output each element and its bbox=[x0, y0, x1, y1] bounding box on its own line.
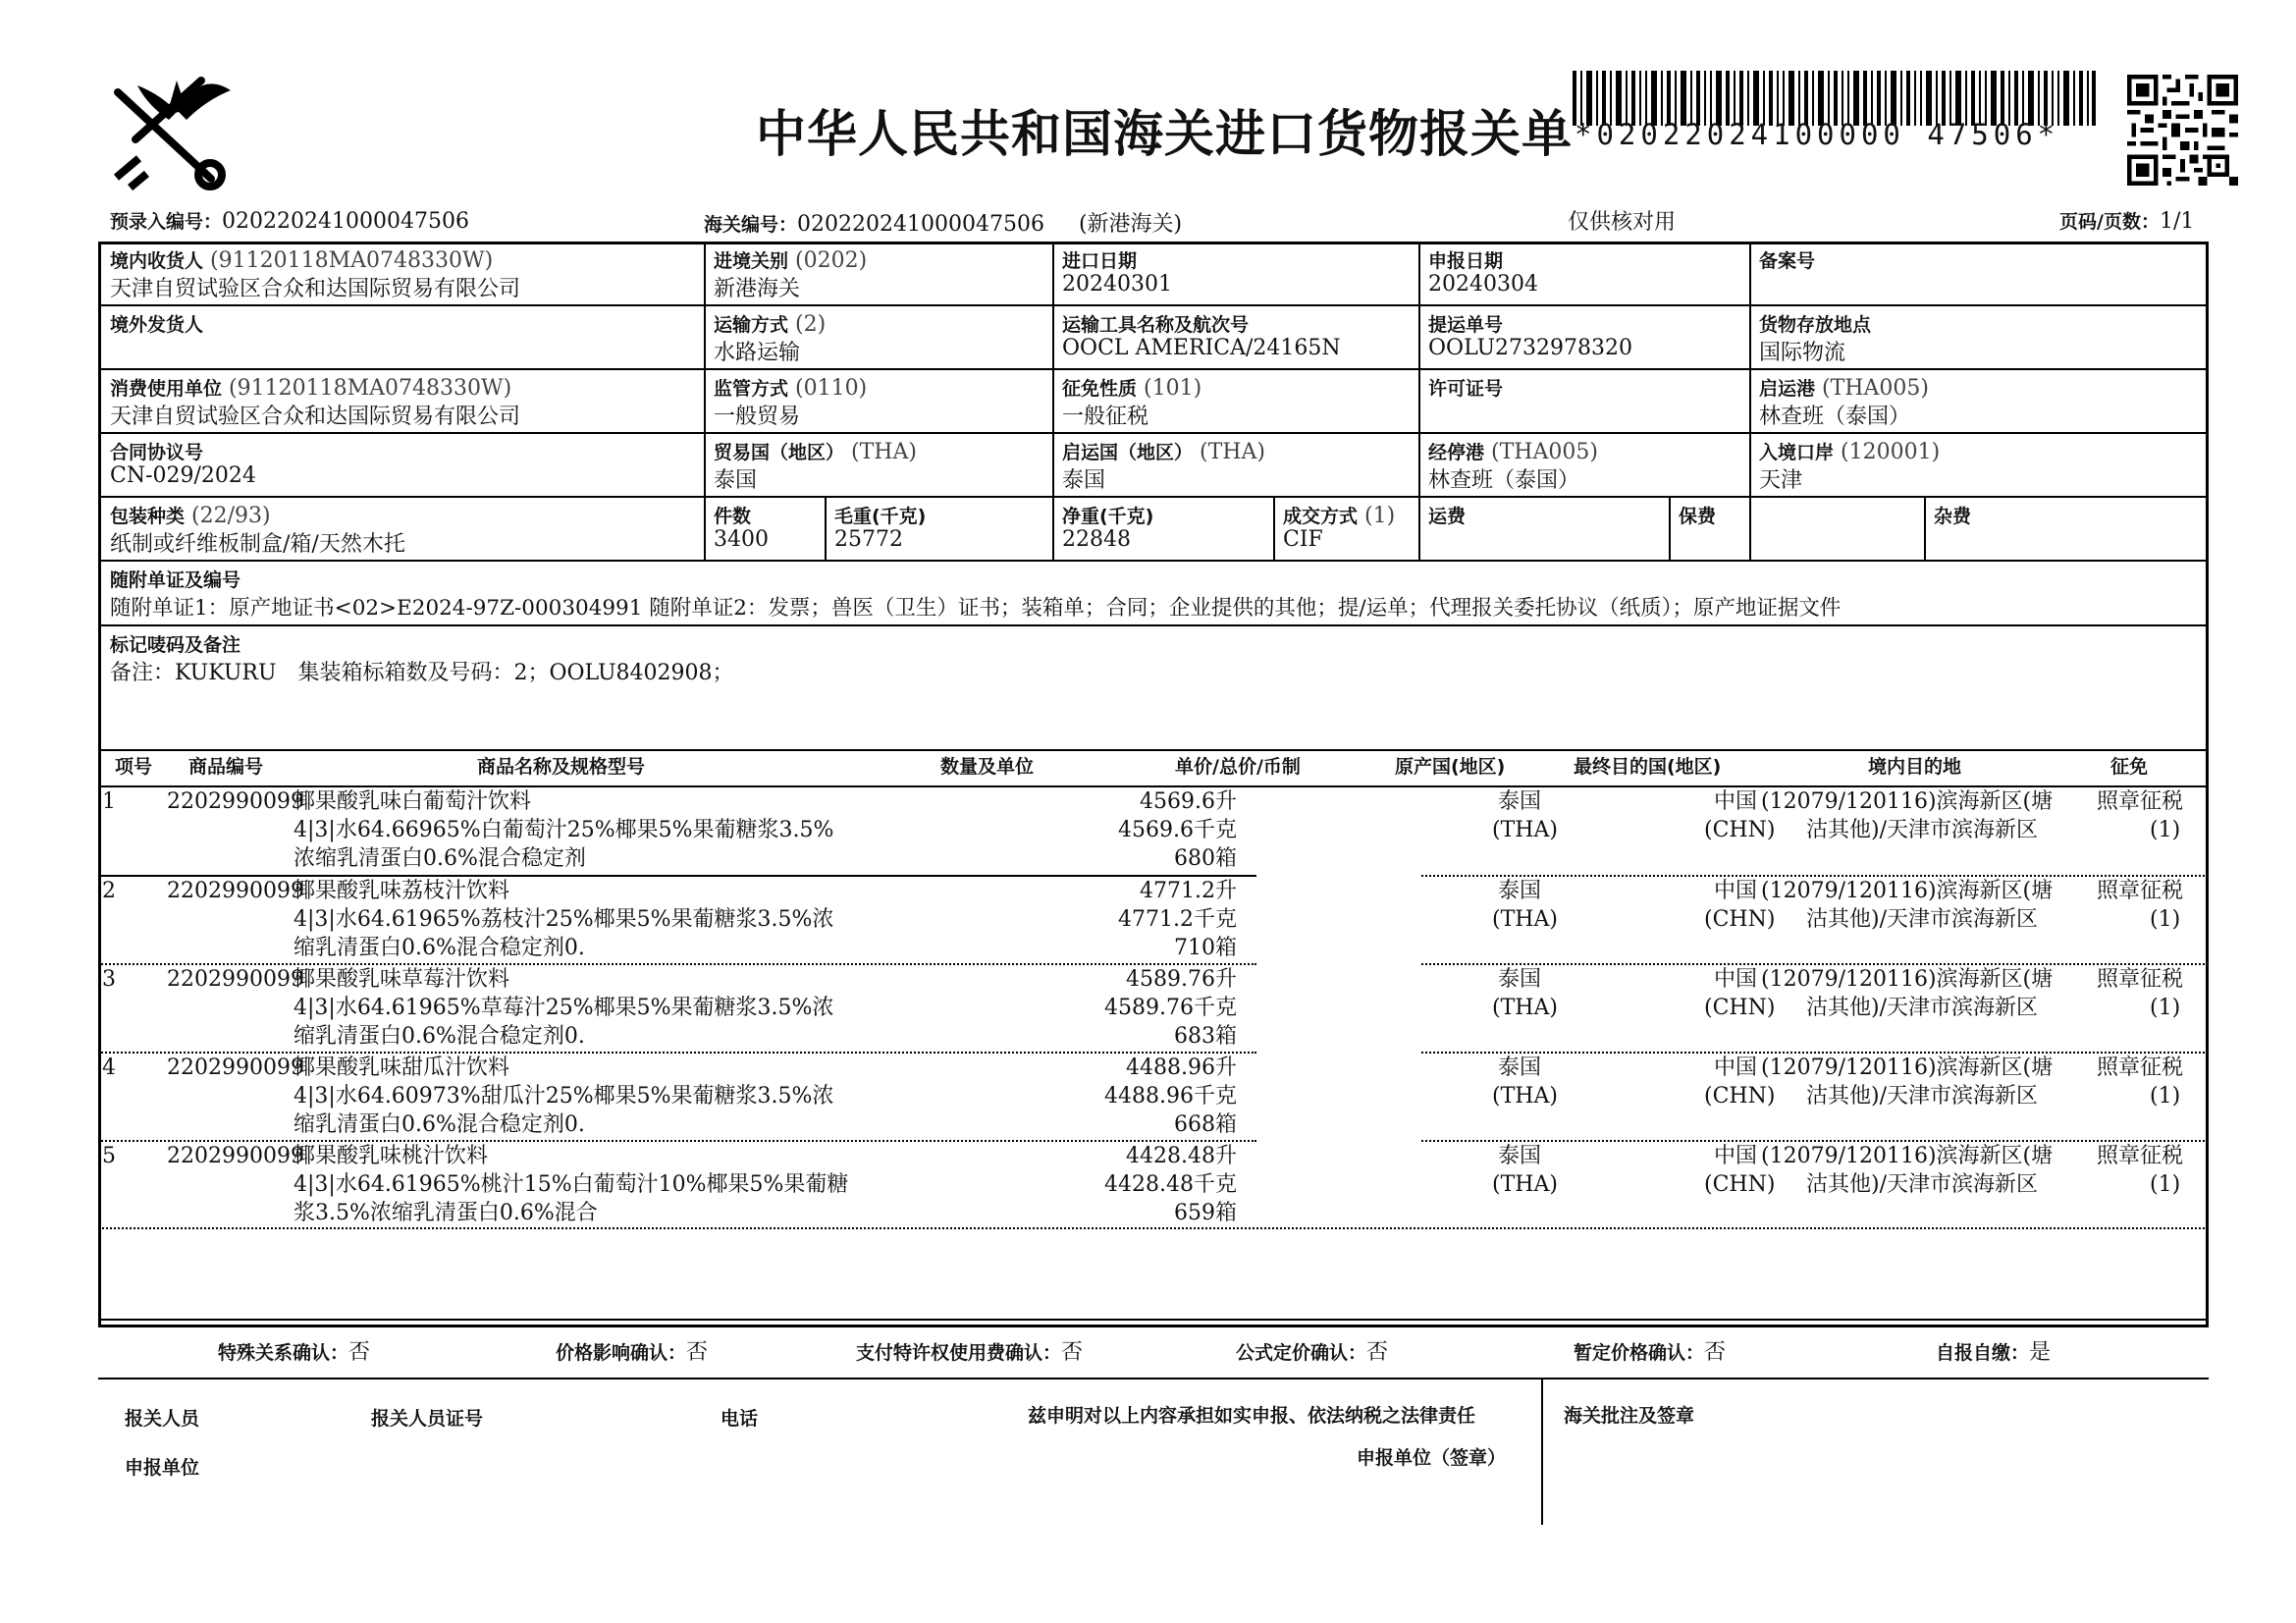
row-qty-3: 680箱 bbox=[1174, 846, 1237, 871]
marks-label: 标记唛码及备注 bbox=[110, 634, 241, 656]
row-code: 2202990099 bbox=[167, 1055, 304, 1080]
price-impact bbox=[556, 1335, 708, 1366]
levy-label: 征免性质 bbox=[1062, 378, 1138, 400]
field-transport-mode bbox=[706, 306, 1049, 367]
th-domestic: 境内目的地 bbox=[1868, 756, 1962, 778]
supervision-code: (0110) bbox=[795, 376, 868, 401]
row-levy: 照章征税 bbox=[2097, 967, 2184, 992]
phone-label: 电话 bbox=[721, 1408, 759, 1430]
table-row bbox=[98, 877, 2209, 963]
table-row bbox=[98, 787, 2209, 874]
customs-no-value: 020220241000047506 bbox=[797, 212, 1044, 237]
consignee-value: 天津自贸试验区合众和达国际贸易有限公司 bbox=[110, 277, 521, 301]
net-label: 净重(千克) bbox=[1062, 506, 1154, 527]
field-misc bbox=[1926, 498, 2203, 559]
supervision-value: 一般贸易 bbox=[714, 405, 801, 429]
row-levy-code: (1) bbox=[2150, 907, 2181, 932]
reference-note: 仅供核对用 bbox=[1568, 210, 1677, 235]
customs-seal-label: 海关批注及签章 bbox=[1564, 1405, 1695, 1427]
row-spec: 4|3|水64.61965%荔枝汁25%椰果5%果葡糖浆3.5%浓 bbox=[294, 907, 834, 932]
table-row bbox=[98, 1142, 2209, 1228]
row-origin: 泰国 bbox=[1498, 789, 1542, 814]
row-spec: 4|3|水64.61965%桃汁15%白葡萄汁10%椰果5%果葡糖 bbox=[294, 1172, 849, 1197]
consignor-label: 境外发货人 bbox=[110, 314, 204, 336]
self-declare-label: 自报自缴： bbox=[1936, 1342, 2030, 1364]
deal-code: (1) bbox=[1364, 504, 1396, 528]
levy-code: (101) bbox=[1144, 376, 1202, 401]
row-spec-cont: 缩乳清蛋白0.6%混合稳定剂0. bbox=[294, 1024, 585, 1049]
row-qty-2: 4589.76千克 bbox=[1104, 996, 1237, 1020]
row-origin: 泰国 bbox=[1498, 967, 1542, 992]
consumer-value: 天津自贸试验区合众和达国际贸易有限公司 bbox=[110, 405, 521, 429]
row-qty-1: 4428.48升 bbox=[1126, 1144, 1237, 1168]
docs-label: 随附单证及编号 bbox=[110, 569, 241, 591]
royalty bbox=[856, 1335, 1083, 1366]
field-storage bbox=[1751, 306, 2203, 367]
departure-port-value: 林查班（泰国） bbox=[1759, 405, 1911, 429]
row-origin: 泰国 bbox=[1498, 879, 1542, 903]
row-domestic-cont: 沽其他)/天津市滨海新区 bbox=[1806, 1084, 2038, 1109]
row-qty-2: 4771.2千克 bbox=[1118, 907, 1237, 932]
misc-label: 杂费 bbox=[1934, 506, 1972, 527]
row-spec-cont: 缩乳清蛋白0.6%混合稳定剂0. bbox=[294, 936, 585, 960]
row-name: 椰果酸乳味荔枝汁饮料 bbox=[294, 879, 510, 903]
field-net bbox=[1054, 498, 1270, 559]
table-row bbox=[98, 965, 2209, 1052]
freight-label: 运费 bbox=[1428, 506, 1467, 527]
storage-value: 国际物流 bbox=[1759, 341, 1846, 365]
page-value: 1/1 bbox=[2159, 209, 2195, 234]
field-import-date bbox=[1054, 243, 1415, 303]
field-consignor bbox=[102, 306, 701, 367]
row-domestic: (12079/120116)滨海新区(塘 bbox=[1761, 789, 2054, 814]
row-domestic-cont: 沽其他)/天津市滨海新区 bbox=[1806, 818, 2038, 842]
customs-emblem bbox=[108, 71, 236, 193]
unit-label: 申报单位 bbox=[125, 1457, 200, 1479]
th-origin: 原产国(地区) bbox=[1395, 756, 1506, 778]
field-gross bbox=[827, 498, 1050, 559]
field-bl-no bbox=[1420, 306, 1746, 367]
row-qty-2: 4488.96千克 bbox=[1104, 1084, 1237, 1109]
row-dest-code: (CHN) bbox=[1704, 1084, 1776, 1109]
row-code: 2202990099 bbox=[167, 789, 304, 814]
special-relation-value: 否 bbox=[348, 1340, 371, 1365]
record-no-label: 备案号 bbox=[1759, 250, 1816, 272]
royalty-label: 支付特许权使用费确认： bbox=[856, 1342, 1062, 1364]
gross-value: 25772 bbox=[834, 527, 903, 552]
field-origin-country bbox=[1054, 434, 1415, 495]
trade-country-value: 泰国 bbox=[714, 468, 758, 493]
transport-mode-code: (2) bbox=[795, 312, 827, 337]
row-qty-2: 4428.48千克 bbox=[1104, 1172, 1237, 1197]
origin-country-value: 泰国 bbox=[1062, 468, 1106, 493]
entry-port-value: 新港海关 bbox=[714, 277, 801, 301]
entry-port-label: 进境关别 bbox=[714, 250, 789, 272]
pre-entry-number bbox=[110, 207, 469, 234]
origin-country-label: 启运国（地区） bbox=[1062, 442, 1194, 463]
row-name: 椰果酸乳味桃汁饮料 bbox=[294, 1144, 489, 1168]
field-pieces bbox=[706, 498, 822, 559]
row-spec-cont: 浓缩乳清蛋白0.6%混合稳定剂 bbox=[294, 846, 586, 871]
row-domestic-cont: 沽其他)/天津市滨海新区 bbox=[1806, 996, 2038, 1020]
th-no: 项号 bbox=[115, 756, 153, 778]
stop-port-value: 林查班（泰国） bbox=[1428, 468, 1580, 493]
row-domestic: (12079/120116)滨海新区(塘 bbox=[1761, 1055, 2054, 1080]
page-indicator bbox=[2059, 207, 2194, 234]
row-dest: 中国 bbox=[1714, 1144, 1758, 1168]
field-marks bbox=[102, 626, 2203, 746]
row-spec: 4|3|水64.61965%草莓汁25%椰果5%果葡糖浆3.5%浓 bbox=[294, 996, 834, 1020]
field-consumer bbox=[102, 370, 701, 431]
row-qty-3: 659箱 bbox=[1174, 1201, 1237, 1225]
entry-point-value: 天津 bbox=[1759, 468, 1803, 493]
row-name: 椰果酸乳味草莓汁饮料 bbox=[294, 967, 510, 992]
row-no: 1 bbox=[102, 789, 116, 814]
th-dest: 最终目的国(地区) bbox=[1574, 756, 1722, 778]
declarant-label: 报关人员 bbox=[125, 1408, 200, 1430]
consignee-code: (91120118MA0748330W) bbox=[210, 248, 494, 273]
row-no: 3 bbox=[102, 967, 116, 992]
declarant-no-label: 报关人员证号 bbox=[371, 1408, 484, 1430]
row-code: 2202990099 bbox=[167, 1144, 304, 1168]
row-qty-3: 683箱 bbox=[1174, 1024, 1237, 1049]
pieces-label: 件数 bbox=[714, 506, 752, 527]
row-origin-code: (THA) bbox=[1492, 1172, 1558, 1197]
row-name: 椰果酸乳味甜瓜汁饮料 bbox=[294, 1055, 510, 1080]
departure-port-label: 启运港 bbox=[1759, 378, 1816, 400]
formula-price-value: 否 bbox=[1366, 1340, 1389, 1365]
row-dest-code: (CHN) bbox=[1704, 907, 1776, 932]
row-levy-code: (1) bbox=[2150, 818, 2181, 842]
field-declare-date bbox=[1420, 243, 1746, 303]
row-dest: 中国 bbox=[1714, 789, 1758, 814]
row-origin-code: (THA) bbox=[1492, 907, 1558, 932]
unit-seal-label: 申报单位（签章） bbox=[1357, 1447, 1507, 1469]
row-no: 4 bbox=[102, 1055, 116, 1080]
formula-price-label: 公式定价确认： bbox=[1236, 1342, 1367, 1364]
customs-number bbox=[704, 207, 1182, 238]
row-dest: 中国 bbox=[1714, 879, 1758, 903]
insurance-label: 保费 bbox=[1679, 506, 1717, 527]
page-label: 页码/页数： bbox=[2059, 211, 2160, 233]
field-contract bbox=[102, 434, 701, 495]
form-title: 中华人民共和国海关进口货物报关单 bbox=[756, 106, 1574, 164]
field-record-no bbox=[1751, 243, 2203, 303]
row-spec: 4|3|水64.60973%甜瓜汁25%椰果5%果葡糖浆3.5%浓 bbox=[294, 1084, 834, 1109]
license-label: 许可证号 bbox=[1428, 378, 1504, 400]
contract-value: CN-029/2024 bbox=[110, 463, 256, 488]
row-code: 2202990099 bbox=[167, 967, 304, 992]
row-code: 2202990099 bbox=[167, 879, 304, 903]
statement: 兹申明对以上内容承担如实申报、依法纳税之法律责任 bbox=[1028, 1405, 1476, 1427]
field-insurance bbox=[1671, 498, 1921, 559]
stop-port-label: 经停港 bbox=[1428, 442, 1485, 463]
row-spec: 4|3|水64.66965%白葡萄汁25%椰果5%果葡糖浆3.5% bbox=[294, 818, 834, 842]
self-declare-value: 是 bbox=[2029, 1340, 2052, 1365]
th-price: 单价/总价/币制 bbox=[1175, 756, 1301, 778]
pre-entry-value: 020220241000047506 bbox=[222, 209, 469, 234]
th-levy: 征免 bbox=[2110, 756, 2149, 778]
customs-no-label: 海关编号： bbox=[704, 214, 798, 236]
field-vessel bbox=[1054, 306, 1415, 367]
provisional-price-label: 暂定价格确认： bbox=[1574, 1342, 1705, 1364]
entry-point-label: 入境口岸 bbox=[1759, 442, 1835, 463]
pre-entry-label: 预录入编号： bbox=[110, 211, 223, 233]
contract-label: 合同协议号 bbox=[110, 442, 204, 463]
marks-value: 备注：KUKURU 集装箱标箱数及号码：2；OOLU8402908； bbox=[110, 661, 734, 685]
consumer-code: (91120118MA0748330W) bbox=[229, 376, 512, 401]
row-dest-code: (CHN) bbox=[1704, 1172, 1776, 1197]
package-label: 包装种类 bbox=[110, 506, 186, 527]
row-domestic-cont: 沽其他)/天津市滨海新区 bbox=[1806, 1172, 2038, 1197]
storage-label: 货物存放地点 bbox=[1759, 314, 1872, 336]
trade-country-code: (THA) bbox=[851, 440, 917, 464]
field-freight bbox=[1420, 498, 1666, 559]
field-consignee bbox=[102, 243, 701, 303]
field-stop-port bbox=[1420, 434, 1746, 495]
formula-price bbox=[1236, 1335, 1388, 1366]
row-no: 2 bbox=[102, 879, 116, 903]
provisional-price bbox=[1574, 1335, 1726, 1366]
transport-mode-value: 水路运输 bbox=[714, 341, 801, 365]
origin-country-code: (THA) bbox=[1200, 440, 1265, 464]
row-qty-1: 4569.6升 bbox=[1140, 789, 1237, 814]
table-row bbox=[98, 1054, 2209, 1140]
declare-date-label: 申报日期 bbox=[1428, 250, 1504, 272]
field-entry-port bbox=[706, 243, 1049, 303]
row-spec-cont: 浆3.5%浓缩乳清蛋白0.6%混合 bbox=[294, 1201, 598, 1225]
row-levy: 照章征税 bbox=[2097, 789, 2184, 814]
row-levy-code: (1) bbox=[2150, 1172, 2181, 1197]
docs-value: 随附单证1：原产地证书<02>E2024-97Z-000304991 随附单证2：发票；兽医（卫生）证书；装箱单；合同；企业提供的其他；提/运单；代理报关委托协议（纸质）；原产地证据文件 bbox=[110, 596, 1842, 621]
price-impact-value: 否 bbox=[686, 1340, 709, 1365]
entry-port-code: (0202) bbox=[795, 248, 868, 273]
field-trade-country bbox=[706, 434, 1049, 495]
row-domestic-cont: 沽其他)/天津市滨海新区 bbox=[1806, 907, 2038, 932]
row-spec-cont: 缩乳清蛋白0.6%混合稳定剂0. bbox=[294, 1112, 585, 1137]
transport-mode-label: 运输方式 bbox=[714, 314, 789, 336]
royalty-value: 否 bbox=[1061, 1340, 1084, 1365]
th-name: 商品名称及规格型号 bbox=[477, 756, 646, 778]
th-code: 商品编号 bbox=[188, 756, 264, 778]
import-date-label: 进口日期 bbox=[1062, 250, 1138, 272]
vessel-label: 运输工具名称及航次号 bbox=[1062, 314, 1250, 336]
row-origin-code: (THA) bbox=[1492, 818, 1558, 842]
row-origin-code: (THA) bbox=[1492, 996, 1558, 1020]
supervision-label: 监管方式 bbox=[714, 378, 789, 400]
entry-point-code: (120001) bbox=[1841, 440, 1941, 464]
departure-port-code: (THA005) bbox=[1822, 376, 1929, 401]
row-levy: 照章征税 bbox=[2097, 879, 2184, 903]
deal-value: CIF bbox=[1283, 527, 1323, 552]
special-relation-label: 特殊关系确认： bbox=[218, 1342, 349, 1364]
consumer-label: 消费使用单位 bbox=[110, 378, 223, 400]
package-value: 纸制或纤维板制盒/箱/天然木托 bbox=[110, 532, 405, 557]
special-relation bbox=[218, 1335, 370, 1366]
field-departure-port bbox=[1751, 370, 2203, 431]
row-levy: 照章征税 bbox=[2097, 1144, 2184, 1168]
row-name: 椰果酸乳味白葡萄汁饮料 bbox=[294, 789, 532, 814]
barcode-text: *02022024100000 47506* bbox=[1575, 118, 2060, 151]
field-deal bbox=[1275, 498, 1416, 559]
row-qty-1: 4589.76升 bbox=[1126, 967, 1237, 992]
field-levy bbox=[1054, 370, 1415, 431]
row-domestic: (12079/120116)滨海新区(塘 bbox=[1761, 1144, 2054, 1168]
vessel-value: OOCL AMERICA/24165N bbox=[1062, 336, 1341, 360]
field-docs bbox=[102, 562, 2203, 622]
row-qty-1: 4488.96升 bbox=[1126, 1055, 1237, 1080]
row-origin-code: (THA) bbox=[1492, 1084, 1558, 1109]
field-package bbox=[102, 498, 701, 559]
bl-no-label: 提运单号 bbox=[1428, 314, 1504, 336]
row-domestic: (12079/120116)滨海新区(塘 bbox=[1761, 879, 2054, 903]
net-value: 22848 bbox=[1062, 527, 1131, 552]
consignee-label: 境内收货人 bbox=[110, 250, 204, 272]
row-qty-2: 4569.6千克 bbox=[1118, 818, 1237, 842]
deal-label: 成交方式 bbox=[1283, 506, 1359, 527]
row-no: 5 bbox=[102, 1144, 116, 1168]
bl-no-value: OOLU2732978320 bbox=[1428, 336, 1632, 360]
row-levy-code: (1) bbox=[2150, 996, 2181, 1020]
field-license bbox=[1420, 370, 1746, 431]
declare-date-value: 20240304 bbox=[1428, 272, 1538, 297]
row-dest-code: (CHN) bbox=[1704, 996, 1776, 1020]
stop-port-code: (THA005) bbox=[1491, 440, 1598, 464]
field-supervision bbox=[706, 370, 1049, 431]
provisional-price-value: 否 bbox=[1704, 1340, 1727, 1365]
trade-country-label: 贸易国（地区） bbox=[714, 442, 845, 463]
self-declare bbox=[1936, 1335, 2051, 1366]
import-date-value: 20240301 bbox=[1062, 272, 1172, 297]
row-dest: 中国 bbox=[1714, 1055, 1758, 1080]
price-impact-label: 价格影响确认： bbox=[556, 1342, 687, 1364]
row-levy: 照章征税 bbox=[2097, 1055, 2184, 1080]
row-dest: 中国 bbox=[1714, 967, 1758, 992]
pieces-value: 3400 bbox=[714, 527, 769, 552]
package-code: (22/93) bbox=[191, 504, 271, 528]
gross-label: 毛重(千克) bbox=[834, 506, 927, 527]
field-entry-point bbox=[1751, 434, 2203, 495]
row-levy-code: (1) bbox=[2150, 1084, 2181, 1109]
row-origin: 泰国 bbox=[1498, 1144, 1542, 1168]
row-qty-3: 710箱 bbox=[1174, 936, 1237, 960]
levy-value: 一般征税 bbox=[1062, 405, 1149, 429]
row-qty-3: 668箱 bbox=[1174, 1112, 1237, 1137]
th-qty: 数量及单位 bbox=[940, 756, 1035, 778]
row-origin: 泰国 bbox=[1498, 1055, 1542, 1080]
row-domestic: (12079/120116)滨海新区(塘 bbox=[1761, 967, 2054, 992]
row-qty-1: 4771.2升 bbox=[1140, 879, 1237, 903]
customs-name: (新港海关) bbox=[1078, 212, 1183, 237]
row-dest-code: (CHN) bbox=[1704, 818, 1776, 842]
qr-code bbox=[2127, 75, 2238, 186]
